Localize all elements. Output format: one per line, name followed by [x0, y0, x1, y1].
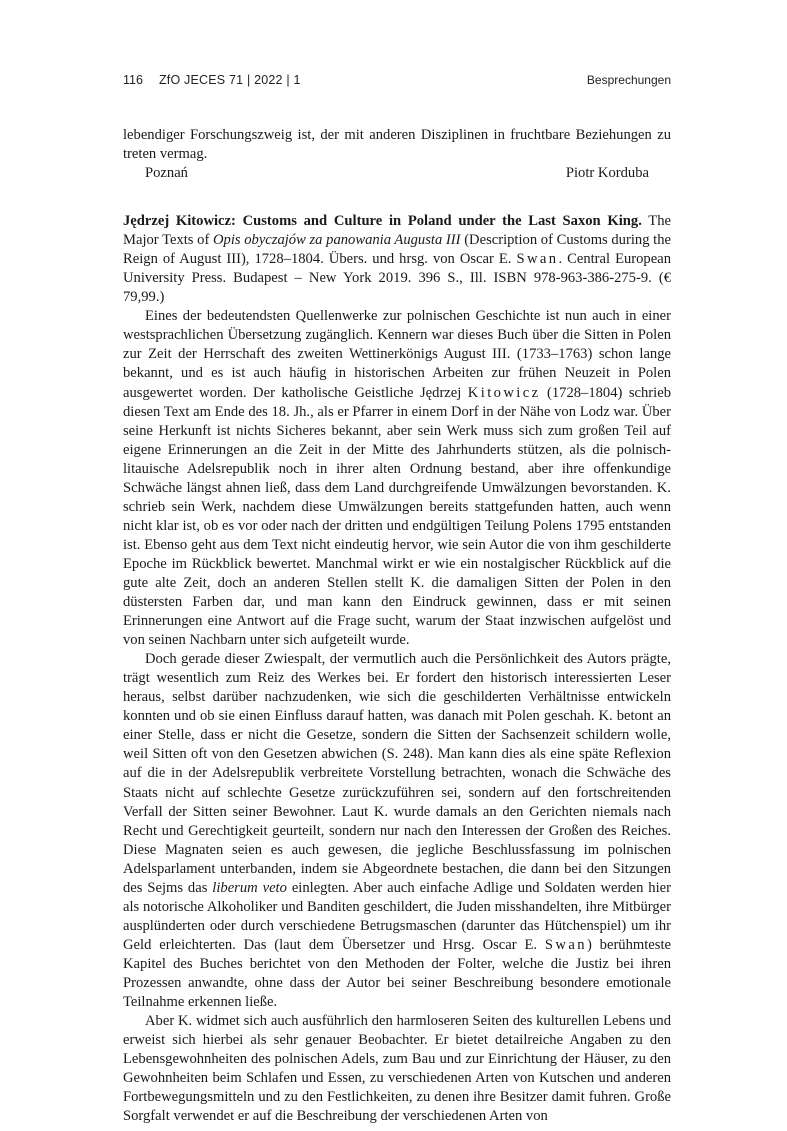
paragraph-2-text-a: Doch gerade dieser Zwiespalt, der vermutlich auch die Persönlichkeit des Autors prägte, trägt wesentlich zum Reiz des Werkes bei. Er fordert den historisch interessierten Leser heraus, selbst darüber nachzudenken, wie sich die geschilderten Verhältnisse entwickeln konnten und ob sie einen Einfluss darauf hatten, was danach mit Polen geschah. K. betont an einer Stelle, dass er nicht die Gesetze, sondern die Sitten der Sachsenzeit schildern wolle, weil Sitten oft von den Gesetzen abwichen (S. 248). Man kann dies als eine späte Reflexion auf die in der Adelsrepublik verbreitete Vorstellung betrachten, wonach die Schwäche des Staats nicht auf schlechte Gesetze zurückzuführen sei, sondern auf den fortschreitenden Verfall der Sitten seiner Bewohner. Laut K. wurde damals an den Gerichten niemals nach Recht und Gerechtigkeit geurteilt, sondern nur nach den Interessen der Großen des Reiches. Diese Magnaten seien es auch gewesen, die jegliche Beschlussfassung im polnischen Adelsparlament unterbanden, indem sie Abgeordnete bestachen, die dann bei den Sitzungen des Sejms das — [123, 651, 671, 896]
paragraph-2-text-b: einlegten. Aber auch einfache Adlige und Soldaten werden hier als notorische Alkoholiker und Banditen geschildert, die Juden misshandelten, ihre Mitbürger ausplünderten oder durch verschiedene Betrugsmaschen (darunter das Hütchenspiel) um ihr Geld erleichterten. Das (laut dem Übersetzer und Hrsg. Oscar E. — [123, 879, 671, 953]
paragraph-2 — [123, 650, 671, 1012]
reviewer-place: Poznań — [145, 165, 188, 182]
author-spaced: Kitowicz — [467, 384, 541, 401]
page-number: 116 — [123, 73, 143, 87]
original-title: Opis obyczajów za panowania Augusta III — [212, 232, 461, 249]
previous-review-signature — [123, 164, 671, 183]
bib-part-3: . Central European University Press. Budapest – New York 2019. 396 S., Ill. ISBN 978-963-386-275-9. (€ 79,99.) — [123, 251, 671, 306]
paragraph-2-text-c: ) berühmteste Kapitel des Buches berichtet von den Methoden der Folter, welche die Justiz bei ihren Prozessen anwandte, ohne dass der Autor bei seiner Beschreibung besondere emotionale Teilnahme erkennen ließe. — [123, 936, 671, 1011]
reviewer-name: Piotr Korduba — [565, 165, 649, 182]
running-head — [123, 73, 671, 93]
main-text — [123, 126, 671, 1126]
paragraph-1-text-a: Eines der bedeutendsten Quellenwerke zur polnischen Geschichte ist nun auch in einer westsprachlichen Übersetzung zugänglich. Kennern war dieses Buch über die Sitten in Polen zur Zeit der Herrschaft des zweiten Wettinerkönigs August III. (1733–1763) schon lange bekannt, und es ist auch häufig in historischen Arbeiten zur frühen Neuzeit in Polen ausgewertet worden. Der katholische Geistliche Jędrzej — [123, 308, 671, 401]
review-separator — [123, 183, 671, 212]
paragraph-3: Aber K. widmet sich auch ausführlich den harmloseren Seiten des kulturellen Lebens und erweist sich hierbei als sehr genauer Beobachter. Er bietet detailreiche Angaben zu den Lebensgewohnheiten des polnischen Adels, zum Bau und zur Einrichtung der Häuser, zu den Gewohnheiten beim Schlafen und Essen, zu verschiedenen Arten von Kutschen und anderen Fortbewegungsmitteln und zu den Festlichkeiten, zu denen ihre Besitzer damit fuhren. Große Sorgfalt verwendet er auf die Beschreibung der verschiedenen Arten von — [123, 1013, 671, 1125]
paragraph-1 — [123, 307, 671, 650]
journal-name: ZfO JECES 71 | 2022 | 1 — [158, 73, 301, 87]
latin-term: liberum veto — [212, 879, 287, 896]
review-heading: Jędrzej Kitowicz: Customs and Culture in Poland under the Last Saxon King. The Major Texts of Opis obyczajów za panowania Augusta III (Description of Customs during the Reign of August III), 1728–1804. Übers. und hrsg. von Oscar E. Swan. Central European University Press. Budapest – New York 2019. 396 S., Ill. ISBN 978-963-386-275-9. (€ 79,99.) — [123, 213, 671, 306]
book-title: Customs and Culture in Poland under the Last Saxon King. — [242, 213, 642, 230]
bib-part-2: (Description of Customs during the Reign of August III), 1728–1804. Übers. und hrsg. von Oscar E. — [123, 232, 671, 268]
running-head-left — [123, 73, 301, 87]
bib-part-1: The Major Texts of — [123, 213, 671, 249]
previous-review-ending: lebendiger Forschungszweig ist, der mit anderen Disziplinen in fruchtbare Beziehungen zu treten vermag. — [123, 127, 671, 163]
book-author: Jędrzej Kitowicz — [123, 213, 232, 230]
paragraph-1-text-b: (1728–1804) schrieb diesen Text am Ende des 18. Jh., als er Pfarrer in einem Dorf in der Nähe von Lodz war. Über seine Herkunft ist nichts Sicheres bekannt, aber sein Werk muss sich zum großen Teil auf eigene Erinnerungen an die Zeit in der Mitte des Jahrhunderts stützen, als die polnisch-litauische Adelsrepublik noch in ihrer alten Ordnung bestand, aber ihre offenkundige Schwäche längst ahnen ließ, dass dem Land durchgreifende Umwälzungen bevorstanden. K. schrieb sein Werk, nachdem diese Umwälzungen bereits stattgefunden hatten, auch wenn nicht klar ist, ob es vor oder nach der dritten und endgültigen Teilung Polens 1795 entstanden ist. Ebenso geht aus dem Text nicht eindeutig hervor, wie sein Autor die von ihm geschilderte Epoche im Rückblick bewertet. Manchmal wirkt er wie ein nostalgischer Rückblick auf die gute alte Zeit, doch an anderen Stellen stellt K. die damaligen Sitten der Polen in den düstersten Farben dar, und man kann den Eindruck gewinnen, dass er mit seinen Erinnerungen eine Antwort auf die Frage sucht, warum der Staat inzwischen aufgelöst und von seinen Nachbarn unter sich aufgeteilt wurde. — [123, 384, 671, 649]
editor-spaced: Swan — [544, 936, 587, 953]
editor-name: Swan — [516, 251, 559, 268]
section-name: Besprechungen — [586, 73, 671, 87]
